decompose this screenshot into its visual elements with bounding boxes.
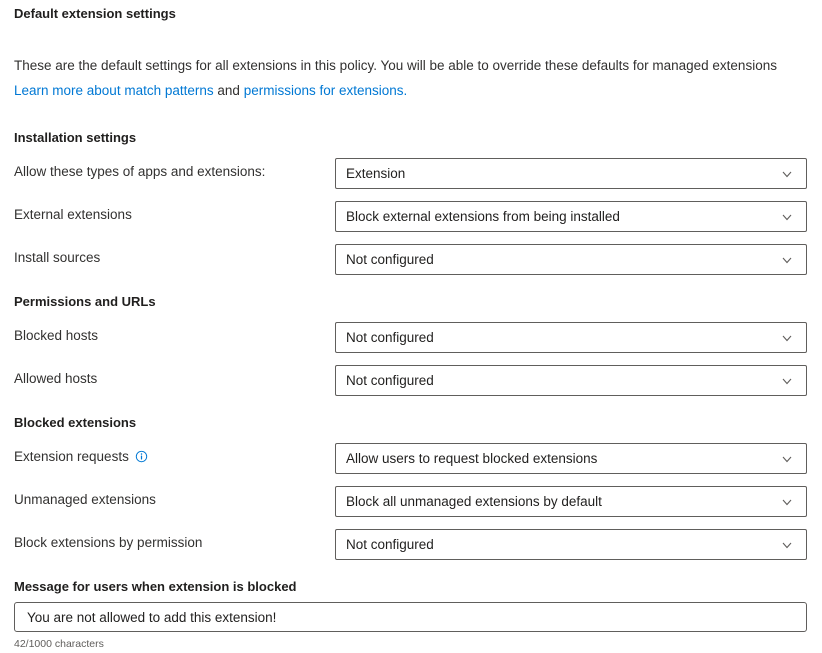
field-label-text: Allowed hosts xyxy=(14,371,98,386)
link-match-patterns[interactable]: Learn more about match patterns xyxy=(14,83,214,98)
field-label-text: Install sources xyxy=(14,250,101,265)
settings-row xyxy=(14,201,807,232)
and-text: and xyxy=(217,83,240,98)
dropdown-value: Not configured xyxy=(346,537,434,552)
field-label-text: Unmanaged extensions xyxy=(14,492,156,507)
dropdown-value: Allow users to request blocked extensions xyxy=(346,451,598,466)
chevron-down-icon xyxy=(780,452,794,466)
intro-paragraph xyxy=(14,53,807,103)
chevron-down-icon xyxy=(780,374,794,388)
field-label xyxy=(14,529,335,551)
blocked-hosts-dropdown[interactable] xyxy=(335,322,807,353)
field-label-text: Block extensions by permission xyxy=(14,535,203,550)
section-heading-permissions-and-urls: Permissions and URLs xyxy=(14,294,156,309)
field-label xyxy=(14,158,335,180)
char-counter: 42/1000 characters xyxy=(14,638,104,650)
chevron-down-icon xyxy=(780,210,794,224)
chevron-down-icon xyxy=(780,253,794,267)
unmanaged-extensions-dropdown[interactable] xyxy=(335,486,807,517)
chevron-down-icon xyxy=(780,331,794,345)
section-heading-blocked-extensions: Blocked extensions xyxy=(14,415,137,430)
chevron-down-icon xyxy=(780,495,794,509)
intro-links-line xyxy=(14,78,807,103)
blocked-message-input[interactable] xyxy=(14,602,807,632)
settings-row xyxy=(14,322,807,353)
field-label-text: Blocked hosts xyxy=(14,328,99,343)
extension-requests-dropdown[interactable] xyxy=(335,443,807,474)
dropdown-value: Not configured xyxy=(346,373,434,388)
settings-row xyxy=(14,365,807,396)
block-extensions-by-permission-dropdown[interactable] xyxy=(335,529,807,560)
field-label xyxy=(14,322,335,344)
message-heading: Message for users when extension is blocked xyxy=(14,579,297,594)
chevron-down-icon xyxy=(780,538,794,552)
field-label-text: Allow these types of apps and extensions: xyxy=(14,164,266,179)
allow-apps-extensions-dropdown[interactable] xyxy=(335,158,807,189)
info-icon[interactable] xyxy=(135,450,148,463)
chevron-down-icon xyxy=(780,167,794,181)
allowed-hosts-dropdown[interactable] xyxy=(335,365,807,396)
field-label-text: External extensions xyxy=(14,207,132,222)
dropdown-value: Block external extensions from being installed xyxy=(346,209,620,224)
field-label xyxy=(14,443,335,465)
section-heading-installation-settings: Installation settings xyxy=(14,130,137,145)
field-label xyxy=(14,244,335,266)
dropdown-value: Not configured xyxy=(346,252,434,267)
intro-text: These are the default settings for all extensions in this policy. You will be able to override these defaults for managed extensions xyxy=(14,58,777,73)
field-label xyxy=(14,201,335,223)
dropdown-value: Block all unmanaged extensions by default xyxy=(346,494,602,509)
external-extensions-dropdown[interactable] xyxy=(335,201,807,232)
settings-row xyxy=(14,486,807,517)
settings-row xyxy=(14,443,807,474)
field-label xyxy=(14,365,335,387)
field-label-text: Extension requests xyxy=(14,449,129,464)
install-sources-dropdown[interactable] xyxy=(335,244,807,275)
settings-row xyxy=(14,244,807,275)
settings-row xyxy=(14,158,807,189)
settings-row xyxy=(14,529,807,560)
dropdown-value: Extension xyxy=(346,166,406,181)
page-title: Default extension settings xyxy=(14,6,176,21)
link-permissions-for-extensions[interactable]: permissions for extensions. xyxy=(243,83,408,98)
field-label xyxy=(14,486,335,508)
dropdown-value: Not configured xyxy=(346,330,434,345)
